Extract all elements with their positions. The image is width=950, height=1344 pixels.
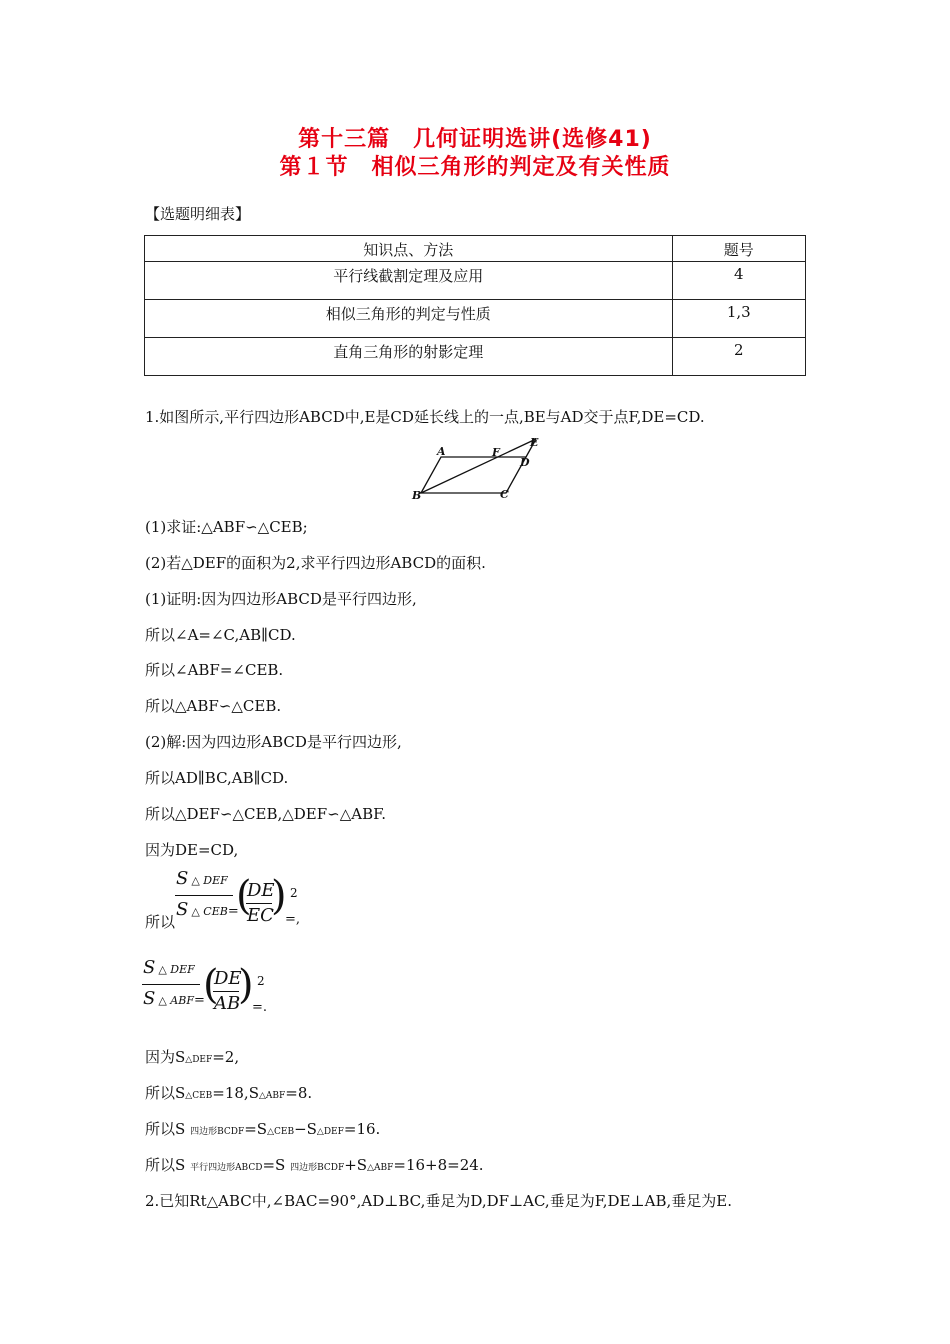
table-row bbox=[145, 338, 806, 376]
problem-2-statement: 2.已知Rt△ABC中,∠BAC=90°,AD⊥BC,垂足为D,DF⊥AC,垂足为F,DE⊥AB,垂足为E. bbox=[145, 1192, 732, 1210]
figure-label-B: B bbox=[412, 489, 422, 502]
problem-1-statement: 1.如图所示,平行四边形ABCD中,E是CD延长线上的一点,BE与AD交于点F,DE=CD. bbox=[145, 408, 705, 426]
solution-line: 所以S 平行四边形ABCD=S 四边形BCDF+S△ABF=16+8=24. bbox=[145, 1156, 484, 1174]
figure-label-E: E bbox=[530, 436, 539, 449]
page-title: 第十三篇 几何证明选讲(选修41) bbox=[298, 127, 652, 152]
solution-line: 所以△DEF∽△CEB,△DEF∽△ABF. bbox=[145, 805, 386, 823]
question-1: (1)求证:△ABF∽△CEB; bbox=[145, 518, 308, 536]
figure-label-A: A bbox=[437, 445, 446, 458]
left-paren: ( bbox=[236, 873, 252, 919]
left-paren: ( bbox=[203, 962, 219, 1008]
solution-line: 所以∠ABF=∠CEB. bbox=[145, 661, 284, 679]
table-cell: 2 bbox=[672, 338, 805, 376]
solution-line: 因为DE=CD, bbox=[145, 841, 239, 859]
fraction-bar bbox=[142, 984, 200, 985]
figure-label-D: D bbox=[520, 456, 530, 469]
section-title: 第１节 相似三角形的判定及有关性质 bbox=[279, 155, 671, 180]
solution-line: 所以∠A=∠C,AB∥CD. bbox=[145, 626, 296, 644]
table-row bbox=[145, 262, 806, 300]
question-2: (2)若△DEF的面积为2,求平行四边形ABCD的面积. bbox=[145, 554, 486, 572]
table-header-row bbox=[145, 236, 806, 262]
table-cell: 4 bbox=[672, 262, 805, 300]
table-heading: 【选题明细表】 bbox=[145, 205, 251, 223]
right-paren: ) bbox=[271, 873, 287, 919]
table-cell: 直角三角形的射影定理 bbox=[145, 338, 673, 376]
solution-line: 所以AD∥BC,AB∥CD. bbox=[145, 769, 289, 787]
solution-line: (1)证明:因为四边形ABCD是平行四边形, bbox=[145, 590, 417, 608]
parallelogram-figure bbox=[408, 434, 548, 504]
solution-line: 所以△ABF∽△CEB. bbox=[145, 697, 282, 715]
figure-label-C: C bbox=[500, 488, 509, 501]
table-cell: 平行线截割定理及应用 bbox=[145, 262, 673, 300]
solution-line: 所以S 四边形BCDF=S△CEB−S△DEF=16. bbox=[145, 1120, 381, 1138]
figure-label-F: F bbox=[492, 446, 500, 459]
table-cell: 相似三角形的判定与性质 bbox=[145, 300, 673, 338]
table-header-cell: 知识点、方法 bbox=[145, 236, 673, 262]
solution-line: 因为S△DEF=2, bbox=[145, 1048, 240, 1066]
solution-line: (2)解:因为四边形ABCD是平行四边形, bbox=[145, 733, 402, 751]
solution-line: 所以S△CEB=18,S△ABF=8. bbox=[145, 1084, 313, 1102]
table-row bbox=[145, 300, 806, 338]
right-paren: ) bbox=[238, 962, 254, 1008]
fraction-bar bbox=[246, 903, 272, 904]
table-cell: 1,3 bbox=[672, 300, 805, 338]
topic-table bbox=[144, 235, 806, 376]
fraction-bar bbox=[213, 991, 239, 992]
table-header-cell: 题号 bbox=[672, 236, 805, 262]
fraction-bar bbox=[175, 895, 233, 896]
